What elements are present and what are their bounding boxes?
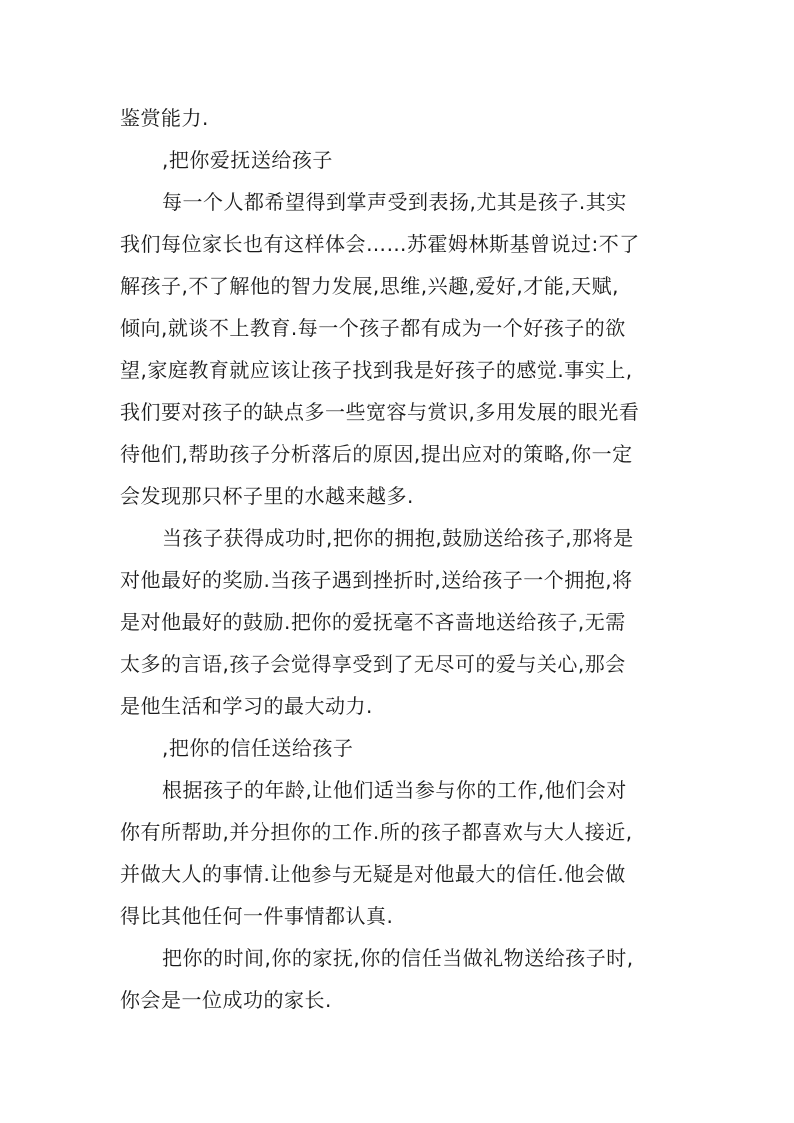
- text-line: 每一个人都希望得到掌声受到表扬,尤其是孩子.其实: [162, 190, 627, 214]
- text-line: 你会是一位成功的家长.: [120, 988, 332, 1012]
- text-line: 太多的言语,孩子会觉得享受到了无尽可的爱与关心,那会: [120, 652, 626, 676]
- text-line: 鉴赏能力.: [120, 106, 209, 130]
- text-line: 待他们,帮助孩子分析落后的原因,提出应对的策略,你一定: [120, 442, 633, 466]
- text-line: 得比其他任何一件事情都认真.: [120, 904, 394, 928]
- text-line: 倾向,就谈不上教育.每一个孩子都有成为一个好孩子的欲: [120, 316, 626, 340]
- text-line: 是他生活和学习的最大动力.: [120, 694, 373, 718]
- text-line: 我们要对孩子的缺点多一些宽容与赏识,多用发展的眼光看: [120, 400, 640, 424]
- text-line: 是对他最好的鼓励.把你的爱抚毫不吝啬地送给孩子,无需: [120, 610, 626, 634]
- text-line: 对他最好的奖励.当孩子遇到挫折时,送给孩子一个拥抱,将: [120, 568, 633, 592]
- text-line: 并做大人的事情.让他参与无疑是对他最大的信任.他会做: [120, 862, 626, 886]
- section-heading-caress: ,把你爱抚送给孩子: [162, 148, 333, 172]
- text-line: 我们每位家长也有这样体会……苏霍姆林斯基曾说过:不了: [120, 232, 640, 256]
- text-line: 解孩子,不了解他的智力发展,思维,兴趣,爱好,才能,天赋,: [120, 274, 620, 298]
- text-line: 会发现那只杯子里的水越来越多.: [120, 484, 414, 508]
- text-line: 当孩子获得成功时,把你的拥抱,鼓励送给孩子,那将是: [162, 526, 634, 550]
- text-line: 你有所帮助,并分担你的工作.所的孩子都喜欢与大人接近,: [120, 820, 633, 844]
- section-heading-trust: ,把你的信任送给孩子: [162, 736, 354, 760]
- text-line: 根据孩子的年龄,让他们适当参与你的工作,他们会对: [162, 778, 627, 802]
- text-line: 把你的时间,你的家抚,你的信任当做礼物送给孩子时,: [162, 946, 634, 970]
- text-line: 望,家庭教育就应该让孩子找到我是好孩子的感觉.事实上,: [120, 358, 633, 382]
